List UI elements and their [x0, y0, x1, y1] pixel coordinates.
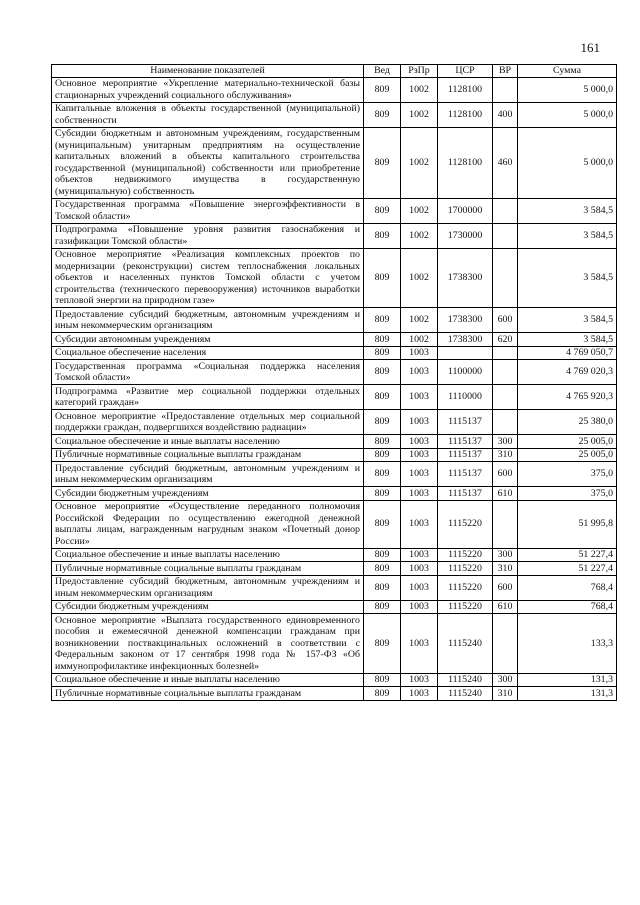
row-name: Социальное обеспечение и иные выплаты населению — [52, 673, 364, 687]
table-row — [52, 127, 617, 198]
row-section: 1003 — [401, 614, 438, 674]
budget-table — [51, 64, 617, 701]
row-amount: 3 584,5 — [518, 223, 617, 248]
row-name: Основное мероприятие «Реализация комплексных проектов по модернизации (реконструкции) систем теплоснабжения локальных объектов и населенных пунктов Томской области с учетом строительства (технического перевооружения) источников выработки тепловой энергии на природном газе» — [52, 248, 364, 308]
row-amount: 25 005,0 — [518, 435, 617, 449]
row-expense-type: 600 — [493, 462, 518, 487]
row-dept: 809 — [364, 487, 401, 501]
row-name: Субсидии бюджетным учреждениям — [52, 600, 364, 614]
row-target-article: 1128100 — [438, 77, 493, 102]
table-row — [52, 562, 617, 576]
table-row — [52, 614, 617, 674]
row-section: 1003 — [401, 435, 438, 449]
row-expense-type: 300 — [493, 673, 518, 687]
table-row — [52, 385, 617, 410]
row-amount: 51 227,4 — [518, 562, 617, 576]
row-amount: 3 584,5 — [518, 198, 617, 223]
row-section: 1003 — [401, 687, 438, 701]
row-expense-type: 620 — [493, 333, 518, 347]
row-target-article: 1100000 — [438, 360, 493, 385]
row-name: Государственная программа «Социальная поддержка населения Томской области» — [52, 360, 364, 385]
table-row — [52, 198, 617, 223]
row-dept: 809 — [364, 102, 401, 127]
row-amount: 131,3 — [518, 673, 617, 687]
row-target-article: 1115220 — [438, 500, 493, 548]
row-amount: 5 000,0 — [518, 102, 617, 127]
row-amount: 25 005,0 — [518, 448, 617, 462]
row-expense-type: 400 — [493, 102, 518, 127]
header-amount: Сумма — [518, 65, 617, 78]
row-name: Публичные нормативные социальные выплаты гражданам — [52, 687, 364, 701]
row-amount: 3 584,5 — [518, 308, 617, 333]
row-name: Социальное обеспечение и иные выплаты населению — [52, 548, 364, 562]
row-target-article: 1115220 — [438, 548, 493, 562]
row-amount: 51 227,4 — [518, 548, 617, 562]
table-row — [52, 77, 617, 102]
row-dept: 809 — [364, 435, 401, 449]
row-dept: 809 — [364, 614, 401, 674]
row-dept: 809 — [364, 198, 401, 223]
row-amount: 51 995,8 — [518, 500, 617, 548]
table-row — [52, 575, 617, 600]
row-target-article: 1115220 — [438, 575, 493, 600]
row-dept: 809 — [364, 687, 401, 701]
row-section: 1003 — [401, 448, 438, 462]
row-name: Субсидии бюджетным и автономным учреждениям, государственным (муниципальным) унитарным предприятиям на осуществление капитальных вложений в объекты капитального строительства государственной (муниципальной) собственности или приобретение объектов недвижимого имущества в государственную (муниципальную) собственность — [52, 127, 364, 198]
row-dept: 809 — [364, 346, 401, 360]
table-row — [52, 435, 617, 449]
page-number: 161 — [580, 40, 600, 55]
row-dept: 809 — [364, 575, 401, 600]
row-section: 1002 — [401, 77, 438, 102]
header-section: РзПр — [401, 65, 438, 78]
row-expense-type — [493, 198, 518, 223]
row-amount: 768,4 — [518, 575, 617, 600]
row-expense-type: 310 — [493, 687, 518, 701]
header-name: Наименование показателей — [52, 65, 364, 78]
row-name: Социальное обеспечение населения — [52, 346, 364, 360]
row-expense-type: 600 — [493, 308, 518, 333]
row-name: Основное мероприятие «Выплата государственного единовременного пособия и ежемесячной денежной компенсации гражданам при возникновении поствакцинальных осложнений в соответствии с Федеральным законом от 17 сентября 1998 года № 157-ФЗ «Об иммунопрофилактике инфекционных болезней» — [52, 614, 364, 674]
table-row — [52, 687, 617, 701]
row-amount: 3 584,5 — [518, 248, 617, 308]
row-amount: 5 000,0 — [518, 77, 617, 102]
row-dept: 809 — [364, 248, 401, 308]
row-target-article: 1115240 — [438, 673, 493, 687]
row-name: Предоставление субсидий бюджетным, автономным учреждениям и иным некоммерческим организациям — [52, 575, 364, 600]
row-dept: 809 — [364, 673, 401, 687]
header-dept: Вед — [364, 65, 401, 78]
row-name: Предоставление субсидий бюджетным, автономным учреждениям и иным некоммерческим организациям — [52, 462, 364, 487]
row-expense-type — [493, 614, 518, 674]
row-expense-type: 600 — [493, 575, 518, 600]
table-row — [52, 346, 617, 360]
row-amount: 4 765 920,3 — [518, 385, 617, 410]
row-amount: 133,3 — [518, 614, 617, 674]
row-expense-type — [493, 500, 518, 548]
table-row — [52, 462, 617, 487]
table-row — [52, 673, 617, 687]
row-section: 1002 — [401, 248, 438, 308]
row-section: 1002 — [401, 223, 438, 248]
table-row — [52, 308, 617, 333]
row-target-article: 1115137 — [438, 462, 493, 487]
row-name: Субсидии автономным учреждениям — [52, 333, 364, 347]
row-name: Предоставление субсидий бюджетным, автономным учреждениям и иным некоммерческим организациям — [52, 308, 364, 333]
row-target-article: 1110000 — [438, 385, 493, 410]
row-target-article: 1115137 — [438, 435, 493, 449]
table-row — [52, 410, 617, 435]
row-amount: 375,0 — [518, 462, 617, 487]
row-target-article: 1115137 — [438, 448, 493, 462]
row-expense-type — [493, 346, 518, 360]
row-dept: 809 — [364, 600, 401, 614]
table-row — [52, 500, 617, 548]
row-amount: 25 380,0 — [518, 410, 617, 435]
row-target-article: 1738300 — [438, 248, 493, 308]
row-section: 1003 — [401, 548, 438, 562]
row-section: 1003 — [401, 487, 438, 501]
row-target-article: 1700000 — [438, 198, 493, 223]
row-amount: 768,4 — [518, 600, 617, 614]
row-expense-type — [493, 410, 518, 435]
row-name: Публичные нормативные социальные выплаты гражданам — [52, 448, 364, 462]
row-name: Основное мероприятие «Осуществление переданного полномочия Российской Федерации по осуществлению ежегодной денежной выплаты лицам, награжденным нагрудным знаком «Почетный донор России» — [52, 500, 364, 548]
row-dept: 809 — [364, 77, 401, 102]
row-expense-type — [493, 223, 518, 248]
row-section: 1002 — [401, 308, 438, 333]
table-row — [52, 102, 617, 127]
row-section: 1003 — [401, 385, 438, 410]
row-name: Государственная программа «Повышение энергоэффективности в Томской области» — [52, 198, 364, 223]
row-name: Публичные нормативные социальные выплаты гражданам — [52, 562, 364, 576]
row-name: Капитальные вложения в объекты государственной (муниципальной) собственности — [52, 102, 364, 127]
row-expense-type — [493, 248, 518, 308]
row-target-article: 1738300 — [438, 308, 493, 333]
table-row — [52, 248, 617, 308]
row-target-article: 1115240 — [438, 687, 493, 701]
row-expense-type — [493, 385, 518, 410]
table-row — [52, 448, 617, 462]
row-dept: 809 — [364, 448, 401, 462]
row-section: 1002 — [401, 333, 438, 347]
row-expense-type: 610 — [493, 487, 518, 501]
row-target-article: 1115137 — [438, 487, 493, 501]
table-row — [52, 223, 617, 248]
row-section: 1002 — [401, 198, 438, 223]
table-row — [52, 600, 617, 614]
row-name: Основное мероприятие «Предоставление отдельных мер социальной поддержки граждан, подвергшихся воздействию радиации» — [52, 410, 364, 435]
row-target-article: 1115220 — [438, 600, 493, 614]
row-name: Подпрограмма «Развитие мер социальной поддержки отдельных категорий граждан» — [52, 385, 364, 410]
row-dept: 809 — [364, 333, 401, 347]
row-expense-type: 310 — [493, 562, 518, 576]
table-row — [52, 548, 617, 562]
row-section: 1003 — [401, 562, 438, 576]
header-expense-type: ВР — [493, 65, 518, 78]
row-section: 1003 — [401, 575, 438, 600]
row-section: 1003 — [401, 500, 438, 548]
row-amount: 4 769 020,3 — [518, 360, 617, 385]
row-section: 1002 — [401, 127, 438, 198]
row-expense-type: 300 — [493, 435, 518, 449]
table-row — [52, 487, 617, 501]
row-target-article: 1115220 — [438, 562, 493, 576]
header-target-article: ЦСР — [438, 65, 493, 78]
row-section: 1003 — [401, 600, 438, 614]
row-target-article: 1128100 — [438, 127, 493, 198]
table-row — [52, 333, 617, 347]
row-target-article: 1115137 — [438, 410, 493, 435]
table-body — [52, 77, 617, 700]
row-amount: 4 769 050,7 — [518, 346, 617, 360]
row-section: 1002 — [401, 102, 438, 127]
row-dept: 809 — [364, 500, 401, 548]
row-amount: 5 000,0 — [518, 127, 617, 198]
row-target-article: 1128100 — [438, 102, 493, 127]
row-expense-type — [493, 360, 518, 385]
row-expense-type: 460 — [493, 127, 518, 198]
row-dept: 809 — [364, 308, 401, 333]
row-expense-type — [493, 77, 518, 102]
row-dept: 809 — [364, 562, 401, 576]
row-target-article: 1730000 — [438, 223, 493, 248]
row-dept: 809 — [364, 385, 401, 410]
row-dept: 809 — [364, 548, 401, 562]
row-expense-type: 310 — [493, 448, 518, 462]
row-name: Социальное обеспечение и иные выплаты населению — [52, 435, 364, 449]
row-dept: 809 — [364, 223, 401, 248]
row-dept: 809 — [364, 410, 401, 435]
row-amount: 131,3 — [518, 687, 617, 701]
row-name: Субсидии бюджетным учреждениям — [52, 487, 364, 501]
row-section: 1003 — [401, 410, 438, 435]
row-dept: 809 — [364, 127, 401, 198]
row-dept: 809 — [364, 462, 401, 487]
row-target-article: 1115240 — [438, 614, 493, 674]
row-target-article: 1738300 — [438, 333, 493, 347]
row-expense-type: 300 — [493, 548, 518, 562]
row-section: 1003 — [401, 673, 438, 687]
table-row — [52, 360, 617, 385]
row-amount: 375,0 — [518, 487, 617, 501]
row-section: 1003 — [401, 462, 438, 487]
table-header-row — [52, 65, 617, 78]
row-expense-type: 610 — [493, 600, 518, 614]
row-name: Основное мероприятие «Укрепление материально-технической базы стационарных учреждений социального обслуживания» — [52, 77, 364, 102]
row-section: 1003 — [401, 360, 438, 385]
row-amount: 3 584,5 — [518, 333, 617, 347]
row-dept: 809 — [364, 360, 401, 385]
row-section: 1003 — [401, 346, 438, 360]
row-name: Подпрограмма «Повышение уровня развития газоснабжения и газификации Томской области» — [52, 223, 364, 248]
row-target-article — [438, 346, 493, 360]
